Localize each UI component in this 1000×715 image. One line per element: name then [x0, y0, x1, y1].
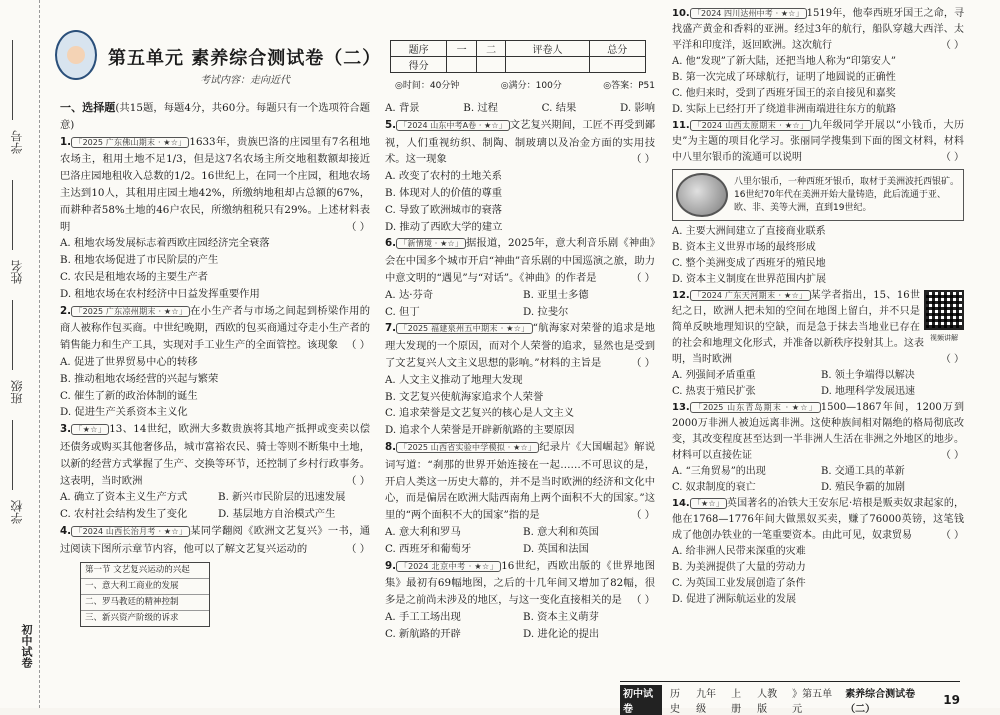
- option-a[interactable]: A. 人文主义推动了地理大发现: [385, 373, 523, 386]
- question-source-tag: 「2025 山东青岛期末 · ★☆」: [690, 402, 821, 413]
- answer-blank[interactable]: （ ）: [346, 339, 370, 352]
- option-d[interactable]: D. 促进生产关系资本主义化: [60, 406, 188, 419]
- option-c[interactable]: C. 为英国工业发展创造了条件: [672, 578, 806, 589]
- name-line: [12, 180, 13, 250]
- option-c[interactable]: C. 但丁: [385, 305, 420, 318]
- question-6: [385, 235, 655, 286]
- answer-blank[interactable]: （ ）: [940, 40, 964, 51]
- coin-material: [672, 169, 964, 221]
- option-d[interactable]: D. 英国和法国: [523, 542, 589, 555]
- question-number: 12.: [672, 290, 690, 301]
- school-line: [12, 420, 13, 490]
- answer-blank[interactable]: （ ）: [631, 271, 655, 284]
- question-source-tag: 「2025 广东凉州期末 · ★☆」: [71, 306, 190, 317]
- option-a[interactable]: A. 促进了世界贸易中心的转移: [60, 355, 198, 368]
- question-number: 11.: [672, 120, 690, 131]
- question-source-tag: 「2025 山西省实验中学模拟 · ★☆」: [396, 442, 539, 453]
- option-b[interactable]: B. 租地农场促进了市民阶层的产生: [60, 254, 219, 267]
- question-5: [385, 117, 655, 168]
- option-d[interactable]: D. 推动了西欧大学的建立: [385, 220, 503, 233]
- options-grid: [385, 524, 655, 558]
- option-b[interactable]: B. 亚里士多德: [523, 288, 589, 301]
- option-c[interactable]: C. 奴隶制度的衰亡: [672, 482, 756, 493]
- answer-blank[interactable]: （ ）: [631, 153, 655, 166]
- option-b[interactable]: B. 资本主义萌芽: [523, 610, 599, 623]
- question-4: [60, 523, 370, 558]
- question-number: 9.: [385, 559, 397, 572]
- class-line: [12, 300, 13, 370]
- option-b[interactable]: B. 为美洲提供了大量的劳动力: [672, 562, 806, 573]
- question-number: 7.: [385, 322, 397, 335]
- question-stem: “航海家对荣誉的追求是地理大发现的一个原因，而对个人荣誉的追求，显然也是受到了文艺复兴人文主义思想的影响。”材料的主旨是: [385, 322, 655, 369]
- option-b[interactable]: B. 领土争端得以解决: [821, 370, 915, 381]
- option-c[interactable]: C. 西班牙和葡萄牙: [385, 542, 472, 555]
- option-b[interactable]: B. 推动租地农场经营的兴起与繁荣: [60, 372, 219, 385]
- answer-blank[interactable]: （ ）: [940, 354, 964, 365]
- score-cell: 二: [476, 41, 506, 57]
- question-stem: 纪录片《大国崛起》解说词写道：“刹那的世界开始连接在一起……不可思议的是，开启人类这一历史大幕的，并不是当时欧洲的经济和文化中心，而是偏居在欧洲大陆西南角上两个面积不大的国家。”这里的“两个面积不大的国家”指的是: [385, 440, 656, 522]
- question-stem: 英国著名的冶铁大王安东尼·培根是贩卖奴隶起家的，他在1768—1776年间大做黑奴买卖，赚了76000英镑，这笔钱成了他创办铁业的一笔重要资本。由此可见，奴隶贸易: [672, 498, 965, 541]
- question-source-tag: 「★☆」: [71, 424, 109, 435]
- brand-logo: 初中试卷: [20, 624, 33, 668]
- question-stem: 在小生产者与市场之间起到桥梁作用的商人被称作包买商。中世纪晚期，西欧的包买商通过夺走小生产者的销售能力和生产工具，实现对手工业生产的全面管控。该现象: [60, 304, 371, 352]
- time-limit: ◎时间：40分钟: [395, 81, 460, 91]
- score-entry[interactable]: [506, 57, 589, 73]
- mascot-avatar: [55, 30, 97, 80]
- question-10: [672, 6, 964, 54]
- option-d[interactable]: D. 地理科学发展迅速: [821, 386, 916, 397]
- option-a[interactable]: A. 租地农场发展标志着西欧庄园经济完全衰落: [60, 237, 270, 250]
- question-number: 3.: [60, 423, 72, 436]
- qr-code-icon[interactable]: [924, 290, 964, 330]
- score-entry[interactable]: [589, 57, 645, 73]
- question-7: [385, 320, 655, 371]
- option-d[interactable]: D. 追求个人荣誉是开辟新航路的主要原因: [385, 424, 575, 437]
- chapter-toc: [80, 562, 210, 627]
- option-c[interactable]: C. 农民是租地农场的主要生产者: [60, 270, 208, 283]
- option-d[interactable]: D. 进化论的提出: [523, 627, 600, 640]
- question-3: [60, 421, 370, 489]
- question-source-tag: 「2024 山西长治月考 · ★☆」: [71, 526, 190, 537]
- score-table-header-row: [391, 41, 646, 57]
- question-13: [672, 400, 964, 464]
- section-heading: [60, 100, 370, 134]
- qr-label: 视频讲解: [930, 334, 958, 342]
- options-grid: [385, 609, 655, 643]
- option-c[interactable]: C. 导致了欧洲城市的衰落: [385, 203, 503, 216]
- question-stem: 九年级同学开展以“小钱币，大历史”为主题的项目化学习。张丽同学搜集到下面的图文材料，材料中八里尔银币的流通可以说明: [672, 120, 964, 163]
- question-number: 2.: [60, 304, 72, 317]
- question-source-tag: 「2024 山西太原期末 · ★☆」: [690, 120, 812, 131]
- question-number: 6.: [385, 237, 397, 250]
- question-source-tag: 「2024 广东天河期末 · ★☆」: [690, 290, 811, 301]
- option-a[interactable]: A. 主要大洲间建立了直接商业联系: [672, 226, 826, 237]
- question-8: [385, 439, 655, 524]
- option-c[interactable]: C. 结果: [541, 102, 577, 114]
- question-number: 8.: [385, 440, 397, 453]
- question-number: 13.: [672, 402, 690, 413]
- question-stem: 1633年，贵族巴洛的庄园里有7名租地农场主，租用土地不足1/3，但是这7名农场主所交地租数额却接近巴洛庄园地租收入总数的1/2。16世纪上，在同一个庄园，租地农场主达到10人，其租用庄园土地42%，所缴纳地租却占总额的67%，而耕种者58%土地的46户农民，所缴纳租税只有29%。上述材料表明: [60, 135, 371, 233]
- exam-scope: 考试内容：走向近代: [200, 75, 290, 86]
- answer-blank[interactable]: （ ）: [631, 509, 655, 522]
- answer-blank[interactable]: （ ）: [346, 542, 370, 555]
- option-d[interactable]: D. 拉斐尔: [523, 305, 569, 318]
- option-a[interactable]: A. 意大利和罗马: [385, 525, 461, 538]
- answer-blank[interactable]: （ ）: [940, 530, 964, 541]
- question-number: 1.: [60, 135, 72, 148]
- option-d[interactable]: D. 促进了洲际航运业的发展: [672, 594, 797, 605]
- option-a[interactable]: A. 给非洲人民带来深重的灾难: [672, 546, 806, 557]
- question-14: [672, 496, 964, 544]
- school-label: 学校: [10, 500, 24, 524]
- option-b[interactable]: B. 资本主义世界市场的最终形成: [672, 242, 816, 253]
- silver-coin-image: [676, 173, 728, 217]
- question-2: [60, 303, 370, 354]
- toc-item: 三、新兴资产阶级的诉求: [85, 612, 179, 623]
- answer-blank[interactable]: （ ）: [346, 220, 370, 233]
- name-label: 姓名: [10, 260, 24, 284]
- option-d[interactable]: D. 影响: [619, 102, 655, 114]
- question-stem: 某同学翻阅《欧洲文艺复兴》一书，通过阅读下图所示章节内容，他可以了解文艺复兴运动的: [60, 524, 371, 555]
- question-source-tag: 「2024 四川达州中考 · ★☆」: [690, 8, 807, 19]
- question-number: 5.: [385, 118, 397, 131]
- option-d[interactable]: D. 资本主义制度在世界范围内扩展: [672, 274, 827, 285]
- exam-meta: [395, 78, 655, 91]
- option-a[interactable]: A. 背景: [385, 102, 420, 114]
- score-cell: 得分: [391, 57, 447, 73]
- option-b[interactable]: B. 文艺复兴使航海家追求个人荣誉: [385, 390, 544, 403]
- answer-blank[interactable]: （ ）: [631, 356, 655, 369]
- options-grid: [672, 368, 964, 400]
- options-grid: [672, 464, 964, 496]
- student-id-line: [12, 40, 13, 120]
- footer-subject: 历史: [670, 689, 681, 715]
- question-9: [385, 558, 655, 609]
- option-a[interactable]: A. 他“发现”了新大陆，还把当地人称为“印第安人”: [672, 56, 897, 67]
- answer-blank[interactable]: （ ）: [346, 474, 370, 487]
- option-b[interactable]: B. 过程: [463, 102, 498, 114]
- section-desc: (共15题，每题4分，共60分。每题只有一个选项符合题意): [60, 102, 370, 131]
- column-middle: [385, 100, 655, 643]
- question-stem: 文艺复兴期间，工匠不再受到鄙视，人们重视纺织、制陶、制玻璃以及冶金方面的实用技术。这一现象: [385, 118, 656, 166]
- score-cell: 总分: [589, 41, 645, 57]
- question-source-tag: 「2025 福建泉州五中期末 · ★☆」: [396, 323, 533, 334]
- option-a[interactable]: A. 确立了资本主义生产方式: [60, 491, 188, 504]
- binding-strip: [0, 0, 40, 708]
- option-c[interactable]: C. 农村社会结构发生了变化: [60, 508, 188, 521]
- question-1: [60, 134, 370, 236]
- column-right: [672, 6, 964, 608]
- option-d[interactable]: D. 殖民争霸的加剧: [821, 482, 906, 493]
- option-c[interactable]: C. 热衷于殖民扩张: [672, 386, 756, 397]
- footer-brand: 初中试卷: [620, 685, 662, 715]
- score-cell: 评卷人: [506, 41, 589, 57]
- option-b[interactable]: B. 交通工具的革新: [821, 466, 905, 477]
- option-b[interactable]: B. 意大利和英国: [523, 525, 599, 538]
- score-table: [390, 40, 646, 73]
- option-c[interactable]: C. 追求荣誉是文艺复兴的核心是人文主义: [385, 407, 575, 420]
- option-c[interactable]: C. 整个美洲变成了西班牙的殖民地: [672, 258, 826, 269]
- option-c[interactable]: C. 催生了新的政治体制的诞生: [60, 389, 198, 402]
- answer-blank[interactable]: （ ）: [631, 594, 655, 607]
- toc-item: 一、意大利工商业的发展: [81, 579, 209, 595]
- question-12: [672, 288, 964, 368]
- footer-test-name: 素养综合测试卷（二）: [845, 689, 916, 715]
- footer-edition: 人教版: [757, 689, 778, 715]
- full-score: ◎满分：100分: [500, 81, 562, 91]
- score-table-score-row: [391, 57, 646, 73]
- score-cell: 题序: [391, 41, 447, 57]
- score-cell: 一: [447, 41, 477, 57]
- question-stem: 16世纪，西欧出版的《世界地图集》最初有69幅地图，之后的十几年间又增加了82幅，很多是之前尚未涉及的地区，与这一变化直接相关的是: [385, 559, 655, 607]
- score-entry[interactable]: [447, 57, 477, 73]
- options-grid: [60, 489, 370, 523]
- score-entry[interactable]: [476, 57, 506, 73]
- question-11: [672, 118, 964, 166]
- question-number: 10.: [672, 8, 690, 19]
- q4-options-row: [385, 100, 655, 117]
- page-title: 第五单元 素养综合测试卷（二）: [108, 48, 382, 69]
- question-source-tag: 「新情境 · ★☆」: [396, 238, 466, 249]
- answer-page: ◎答案：P51: [603, 81, 655, 91]
- answer-blank[interactable]: （ ）: [940, 152, 964, 163]
- option-a[interactable]: A. 达·芬奇: [385, 288, 434, 301]
- option-c[interactable]: C. 新航路的开辟: [385, 627, 461, 640]
- option-b[interactable]: B. 新兴市民阶层的迅速发展: [218, 491, 346, 504]
- answer-blank[interactable]: （ ）: [940, 450, 964, 461]
- question-source-tag: 「★☆」: [690, 498, 727, 509]
- option-a[interactable]: A. 改变了农村的土地关系: [385, 170, 502, 183]
- option-a[interactable]: A. 手工工场出现: [385, 610, 461, 623]
- question-source-tag: 「2024 山东中考A卷 · ★☆」: [396, 120, 510, 131]
- column-left: [60, 100, 370, 627]
- section-title: 一、选择题: [60, 101, 116, 114]
- question-source-tag: 「2024 北京中考 · ★☆」: [396, 561, 501, 572]
- page-number: 19: [943, 693, 960, 707]
- toc-item: 二、罗马教廷的精神控制: [81, 595, 209, 611]
- question-number: 4.: [60, 524, 72, 537]
- option-d[interactable]: D. 实际上已经打开了绕道非洲南端进往东方的航路: [672, 104, 897, 115]
- options-grid: [385, 287, 655, 321]
- question-stem: 据报道，2025年，意大利音乐剧《神曲》会在中国多个城市开启“神曲”音乐剧的中国巡演之旅，助力中意文明的“遇见”与“对话”。《神曲》的作者是: [385, 237, 655, 284]
- option-b[interactable]: B. 体现对人的价值的尊重: [385, 186, 503, 199]
- class-label: 班级: [10, 380, 24, 404]
- option-d[interactable]: D. 租地农场在农村经济中日益发挥重要作用: [60, 287, 260, 300]
- question-source-tag: 「2025 广东佛山期末 · ★☆」: [71, 137, 189, 148]
- question-number: 14.: [672, 498, 690, 509]
- question-stem: 1519年，他奉西班牙国王之命，寻找盛产黄金和香料的亚洲。经过3年的航行，船队穿越大西洋、太平洋和印度洋，返回欧洲。这次航行: [672, 8, 965, 51]
- option-d[interactable]: D. 基层地方自治模式产生: [218, 508, 336, 521]
- footer-volume: 上册: [731, 689, 742, 715]
- question-stem: 1500—1867年间，1200万到2000万非洲人被迫远离非洲。这使种族间相对隔绝的格局彻底改变，其改变程度甚至达到一半非洲人生活在非洲之外地区的地步。材料可以直接佐证: [672, 402, 964, 461]
- page-footer: [620, 681, 960, 715]
- option-b[interactable]: B. 第一次完成了环球航行，证明了地圆说的正确性: [672, 72, 896, 83]
- footer-unit: 》第五单元: [792, 689, 833, 715]
- option-a[interactable]: A. 列强间矛盾重重: [672, 370, 756, 381]
- option-a[interactable]: A. “三角贸易”的出现: [672, 466, 766, 477]
- footer-grade: 九年级: [696, 689, 717, 715]
- question-stem: 13、14世纪，欧洲大多数贵族将其地产抵押或变卖以偿还债务或购买其他奢侈品，城市富裕农民、骑士等则不断集中土地，以新的经营方式掌握了生产、交换等环节，还控制了乡村行政事务。这表明，当时欧洲: [60, 423, 370, 487]
- toc-title: 第一节 文艺复兴运动的兴起: [81, 563, 209, 579]
- option-c[interactable]: C. 他归来时，受到了西班牙国王的亲自接见和嘉奖: [672, 88, 896, 99]
- question-stem: 某学者指出，15、16世纪之日，欧洲人把未知的空间在地图上留白，并不只是简单反映地理知识的空缺，而是急于抹去当地业已存在的社会和地理文化形式，并准备以新秩序投射其上。这表明，当时欧洲: [672, 290, 924, 365]
- student-id-label: 学号: [10, 130, 24, 154]
- coin-caption: 八里尔银币，一种西班牙银币，取材于美洲波托西银矿。16世纪70年代在美洲开始大量铸造，此后流通于亚、欧、非、美等大洲，直到19世纪。: [734, 176, 960, 213]
